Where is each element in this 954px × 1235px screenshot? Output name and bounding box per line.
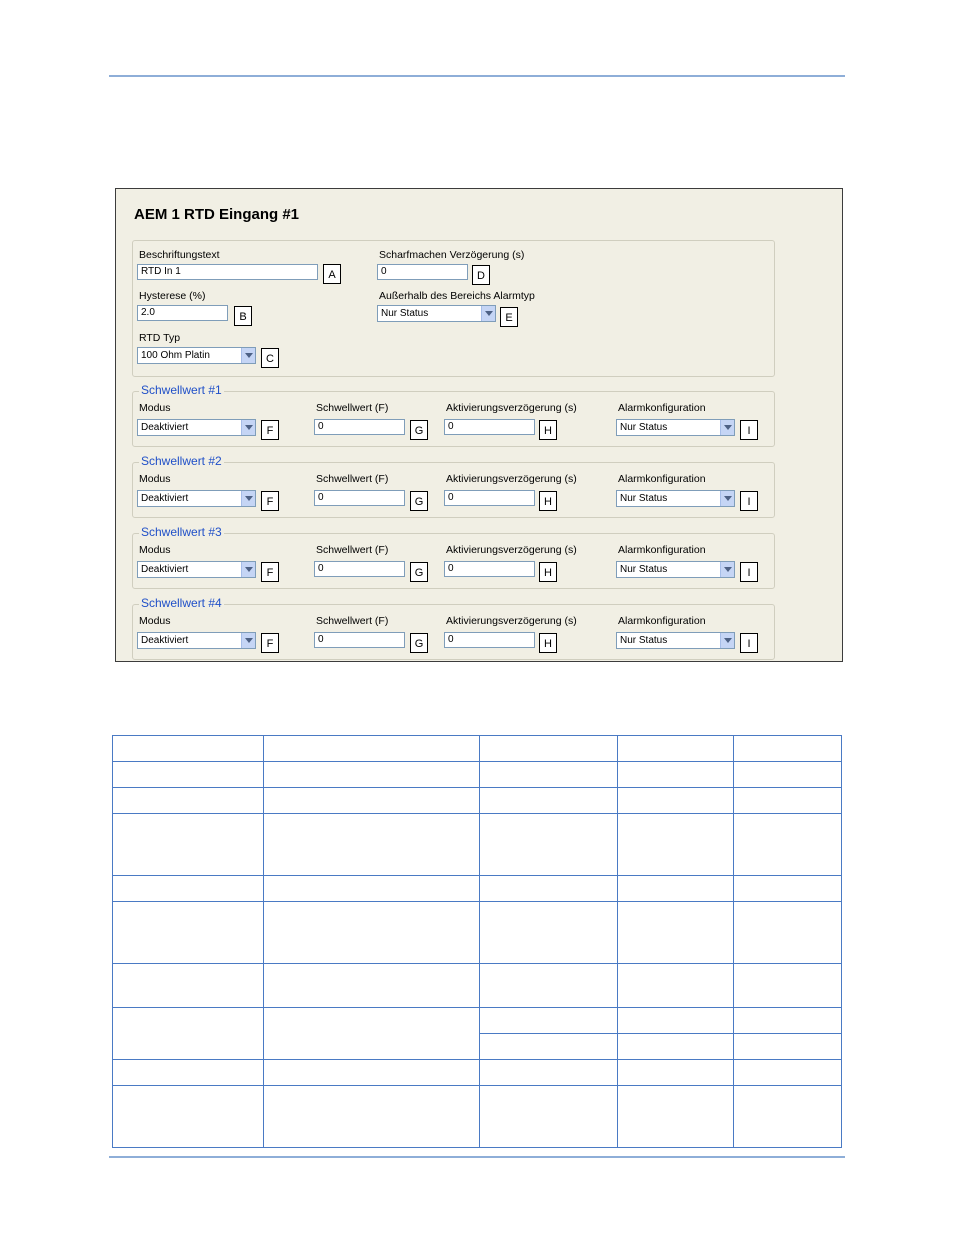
table-row xyxy=(113,876,842,902)
alarm-config-value: Nur Status xyxy=(620,422,668,433)
callout-b: B xyxy=(234,306,252,326)
mode-select[interactable] xyxy=(137,490,256,507)
callout-f: F xyxy=(261,420,279,440)
activation-delay-label: Aktivierungsverzögerung (s) xyxy=(446,402,577,414)
alarm-config-label: Alarmkonfiguration xyxy=(618,615,706,627)
mode-label: Modus xyxy=(139,473,171,485)
label-text-label: Beschriftungstext xyxy=(139,249,220,261)
threshold-label: Schwellwert (F) xyxy=(316,544,389,556)
callout-h: H xyxy=(539,420,557,440)
threshold-legend: Schwellwert #4 xyxy=(141,596,222,610)
out-of-range-alarm-select[interactable] xyxy=(377,305,496,322)
chevron-down-icon[interactable] xyxy=(241,562,255,577)
alarm-config-label: Alarmkonfiguration xyxy=(618,473,706,485)
table-row xyxy=(113,964,842,1008)
threshold-group-3 xyxy=(132,525,775,589)
threshold-legend: Schwellwert #2 xyxy=(141,454,222,468)
chevron-down-icon[interactable] xyxy=(241,348,255,363)
mode-value: Deaktiviert xyxy=(141,564,189,575)
table-row xyxy=(113,762,842,788)
mode-value: Deaktiviert xyxy=(141,493,189,504)
callout-g: G xyxy=(410,562,428,582)
alarm-config-select[interactable] xyxy=(616,561,735,578)
alarm-config-value: Nur Status xyxy=(620,493,668,504)
callout-f: F xyxy=(261,491,279,511)
general-settings-group xyxy=(132,240,775,377)
callout-f: F xyxy=(261,633,279,653)
label-text-field[interactable]: RTD In 1 xyxy=(137,264,318,280)
chevron-down-icon[interactable] xyxy=(720,420,734,435)
alarm-config-label: Alarmkonfiguration xyxy=(618,544,706,556)
rtd-settings-screenshot xyxy=(115,188,843,662)
activation-delay-label: Aktivierungsverzögerung (s) xyxy=(446,544,577,556)
table-row xyxy=(113,814,842,876)
rtd-type-label: RTD Typ xyxy=(139,332,181,344)
callout-h: H xyxy=(539,633,557,653)
threshold-group-4 xyxy=(132,596,775,660)
chevron-down-icon[interactable] xyxy=(241,491,255,506)
table-row xyxy=(113,902,842,964)
header-rule xyxy=(109,75,845,77)
table-row xyxy=(113,736,842,762)
activation-delay-label: Aktivierungsverzögerung (s) xyxy=(446,473,577,485)
chevron-down-icon[interactable] xyxy=(720,491,734,506)
arming-delay-field[interactable]: 0 xyxy=(377,264,468,280)
mode-value: Deaktiviert xyxy=(141,635,189,646)
rtd-type-select[interactable] xyxy=(137,347,256,364)
activation-delay-field[interactable]: 0 xyxy=(444,632,535,648)
out-of-range-alarm-label: Außerhalb des Bereichs Alarmtyp xyxy=(379,290,535,302)
callout-c: C xyxy=(261,348,279,368)
activation-delay-field[interactable]: 0 xyxy=(444,419,535,435)
table-row xyxy=(113,788,842,814)
mode-select[interactable] xyxy=(137,419,256,436)
mode-select[interactable] xyxy=(137,561,256,578)
threshold-label: Schwellwert (F) xyxy=(316,615,389,627)
threshold-field[interactable]: 0 xyxy=(314,490,405,506)
threshold-field[interactable]: 0 xyxy=(314,419,405,435)
mode-label: Modus xyxy=(139,402,171,414)
callout-e: E xyxy=(500,307,518,327)
alarm-config-value: Nur Status xyxy=(620,635,668,646)
mode-select[interactable] xyxy=(137,632,256,649)
chevron-down-icon[interactable] xyxy=(720,562,734,577)
out-of-range-alarm-value: Nur Status xyxy=(381,308,429,319)
threshold-legend: Schwellwert #3 xyxy=(141,525,222,539)
table-row xyxy=(113,1060,842,1086)
alarm-config-value: Nur Status xyxy=(620,564,668,575)
threshold-group-1 xyxy=(132,383,775,447)
alarm-config-label: Alarmkonfiguration xyxy=(618,402,706,414)
footer-rule xyxy=(109,1156,845,1158)
alarm-config-select[interactable] xyxy=(616,490,735,507)
hysteresis-label: Hysterese (%) xyxy=(139,290,206,302)
alarm-config-select[interactable] xyxy=(616,632,735,649)
chevron-down-icon[interactable] xyxy=(241,420,255,435)
callout-h: H xyxy=(539,562,557,582)
activation-delay-label: Aktivierungsverzögerung (s) xyxy=(446,615,577,627)
threshold-group-2 xyxy=(132,454,775,518)
mode-value: Deaktiviert xyxy=(141,422,189,433)
threshold-label: Schwellwert (F) xyxy=(316,402,389,414)
threshold-field[interactable]: 0 xyxy=(314,561,405,577)
callout-i: I xyxy=(740,420,758,440)
callout-f: F xyxy=(261,562,279,582)
callout-d: D xyxy=(472,265,490,285)
table-row xyxy=(113,1008,842,1034)
chevron-down-icon[interactable] xyxy=(720,633,734,648)
threshold-legend: Schwellwert #1 xyxy=(141,383,222,397)
callout-h: H xyxy=(539,491,557,511)
settings-table xyxy=(112,735,842,1148)
panel-title: AEM 1 RTD Eingang #1 xyxy=(134,206,300,223)
table-row xyxy=(113,1086,842,1148)
hysteresis-field[interactable]: 2.0 xyxy=(137,305,228,321)
callout-i: I xyxy=(740,562,758,582)
alarm-config-select[interactable] xyxy=(616,419,735,436)
callout-g: G xyxy=(410,491,428,511)
activation-delay-field[interactable]: 0 xyxy=(444,561,535,577)
callout-g: G xyxy=(410,420,428,440)
rtd-type-value: 100 Ohm Platin xyxy=(141,350,210,361)
chevron-down-icon[interactable] xyxy=(481,306,495,321)
threshold-label: Schwellwert (F) xyxy=(316,473,389,485)
callout-g: G xyxy=(410,633,428,653)
mode-label: Modus xyxy=(139,615,171,627)
chevron-down-icon[interactable] xyxy=(241,633,255,648)
activation-delay-field[interactable]: 0 xyxy=(444,490,535,506)
threshold-field[interactable]: 0 xyxy=(314,632,405,648)
arming-delay-label: Scharfmachen Verzögerung (s) xyxy=(379,249,525,261)
mode-label: Modus xyxy=(139,544,171,556)
callout-a: A xyxy=(323,264,341,284)
callout-i: I xyxy=(740,633,758,653)
callout-i: I xyxy=(740,491,758,511)
